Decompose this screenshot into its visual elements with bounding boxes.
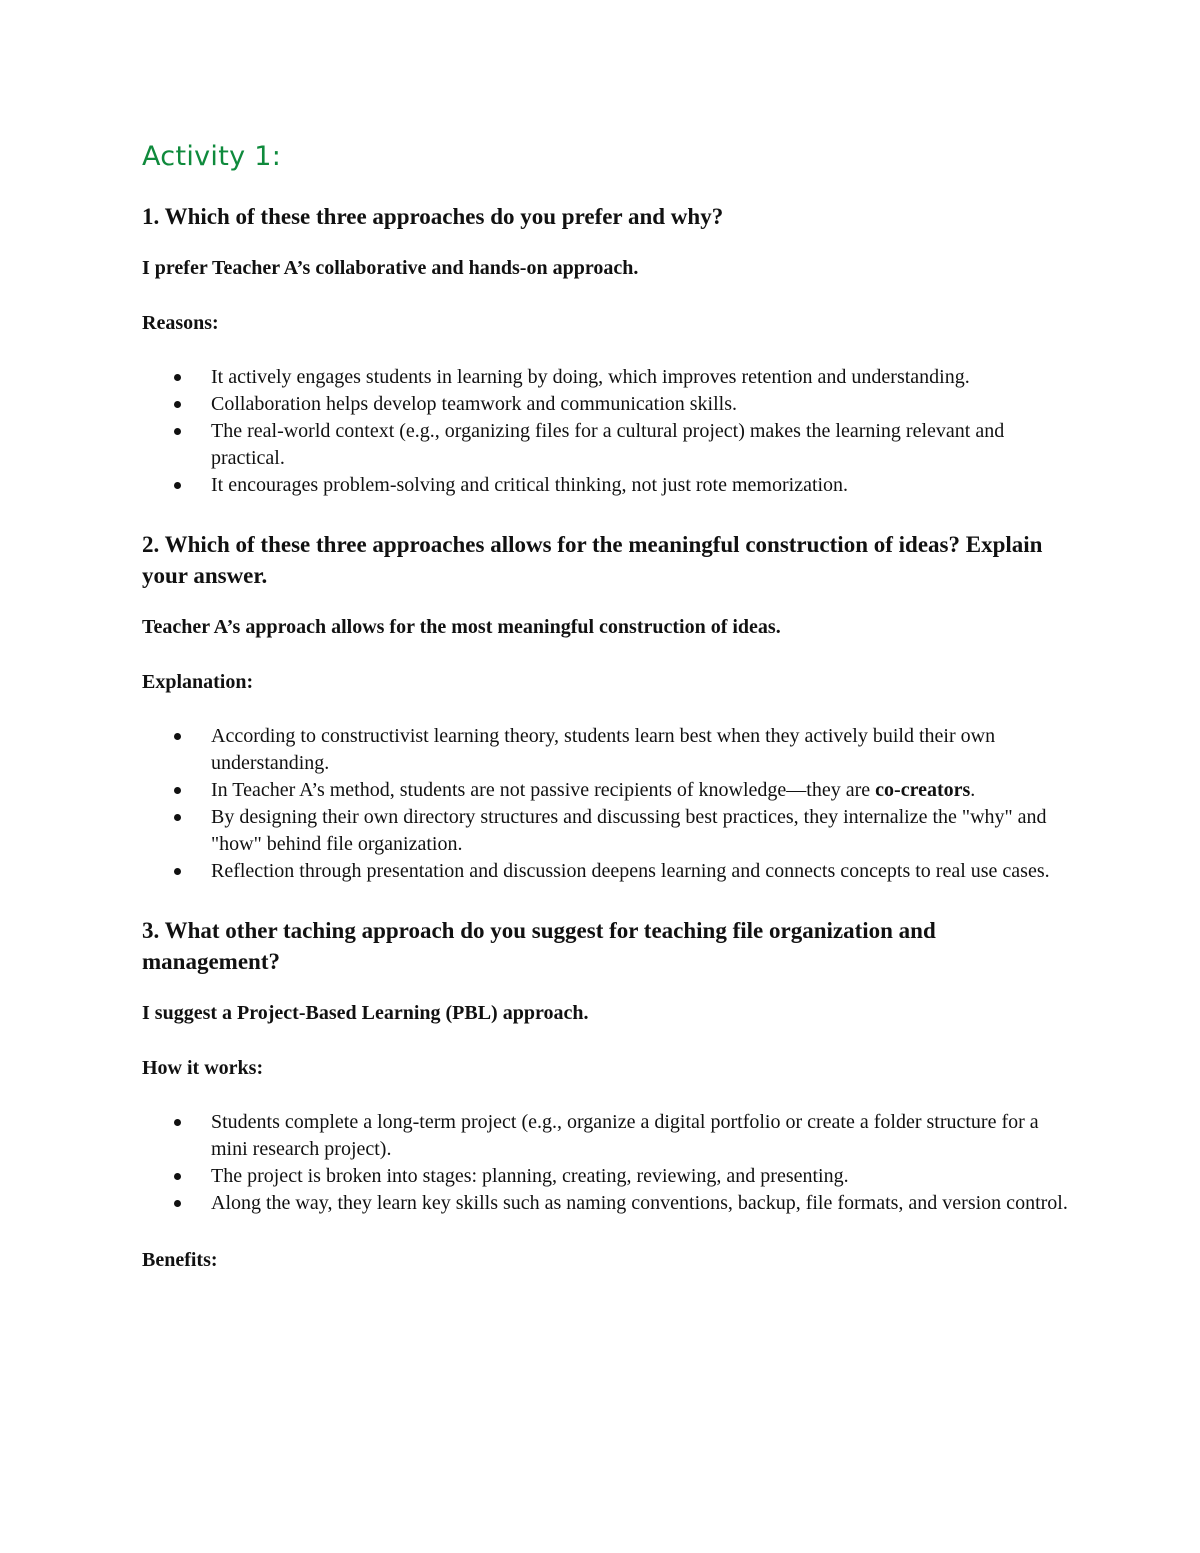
- bullet-icon: [174, 868, 181, 875]
- question-2: 2. Which of these three approaches allows for the meaningful construction of ideas? Explain your answer.: [142, 532, 1043, 588]
- reasons-heading: Reasons:: [142, 312, 219, 334]
- list-item: [142, 777, 1072, 804]
- section-1: [142, 201, 1072, 499]
- list-item: [142, 1190, 1072, 1217]
- explanation-heading: Explanation:: [142, 671, 254, 693]
- answer-1: I prefer Teacher A’s collaborative and hands-on approach.: [142, 257, 639, 279]
- list-item: [142, 364, 1072, 391]
- list-item: [142, 391, 1072, 418]
- list-item: [142, 418, 1072, 472]
- benefits-heading: Benefits:: [142, 1249, 218, 1271]
- list-item: [142, 723, 1072, 777]
- bullet-icon: [174, 428, 181, 435]
- list-item: [142, 1109, 1072, 1163]
- bullet-icon: [174, 814, 181, 821]
- question-1: 1. Which of these three approaches do you prefer and why?: [142, 204, 724, 229]
- list-item-text: Students complete a long-term project (e.g., organize a digital portfolio or create a folder structure for a mini research project).: [211, 1111, 1039, 1160]
- question-3: 3. What other taching approach do you suggest for teaching file organization and management?: [142, 918, 936, 974]
- bullet-icon: [174, 787, 181, 794]
- list-item-text-after: .: [970, 779, 976, 801]
- list-item: [142, 1163, 1072, 1190]
- list-item-text: Collaboration helps develop teamwork and communication skills.: [211, 393, 738, 415]
- answer-2: Teacher A’s approach allows for the most meaningful construction of ideas.: [142, 616, 781, 638]
- activity-title: Activity 1:: [142, 141, 282, 172]
- answer-3: I suggest a Project-Based Learning (PBL) approach.: [142, 1002, 589, 1024]
- section-2: [142, 529, 1072, 885]
- list-item-text: By designing their own directory structures and discussing best practices, they internalize the "why" and "how" behind file organization.: [211, 806, 1047, 855]
- bullet-icon: [174, 374, 181, 381]
- co-creators-emphasis: co-creators: [875, 779, 971, 801]
- reasons-list: [142, 364, 1072, 499]
- bullet-icon: [174, 1119, 181, 1126]
- list-item-text: It actively engages students in learning by doing, which improves retention and understanding.: [211, 366, 970, 388]
- bullet-icon: [174, 733, 181, 740]
- list-item-text: It encourages problem-solving and critical thinking, not just rote memorization.: [211, 474, 849, 496]
- list-item-text: Along the way, they learn key skills such as naming conventions, backup, file formats, and version control.: [211, 1192, 1068, 1214]
- how-it-works-list: [142, 1109, 1072, 1217]
- list-item-text: Reflection through presentation and discussion deepens learning and connects concepts to real use cases.: [211, 860, 1050, 882]
- bullet-icon: [174, 1200, 181, 1207]
- list-item: [142, 472, 1072, 499]
- section-3: [142, 915, 1072, 1274]
- list-item-text: The project is broken into stages: planning, creating, reviewing, and presenting.: [211, 1165, 849, 1187]
- list-item-text: The real-world context (e.g., organizing files for a cultural project) makes the learning relevant and practical.: [211, 420, 1005, 469]
- bullet-icon: [174, 401, 181, 408]
- list-item-text: According to constructivist learning theory, students learn best when they actively build their own understanding.: [211, 725, 996, 774]
- list-item: [142, 858, 1072, 885]
- list-item-text-before: In Teacher A’s method, students are not passive recipients of knowledge—they are: [211, 779, 876, 801]
- document-content: [142, 140, 1072, 1301]
- bullet-icon: [174, 1173, 181, 1180]
- list-item: [142, 804, 1072, 858]
- how-it-works-heading: How it works:: [142, 1057, 264, 1079]
- bullet-icon: [174, 482, 181, 489]
- explanation-list: [142, 723, 1072, 885]
